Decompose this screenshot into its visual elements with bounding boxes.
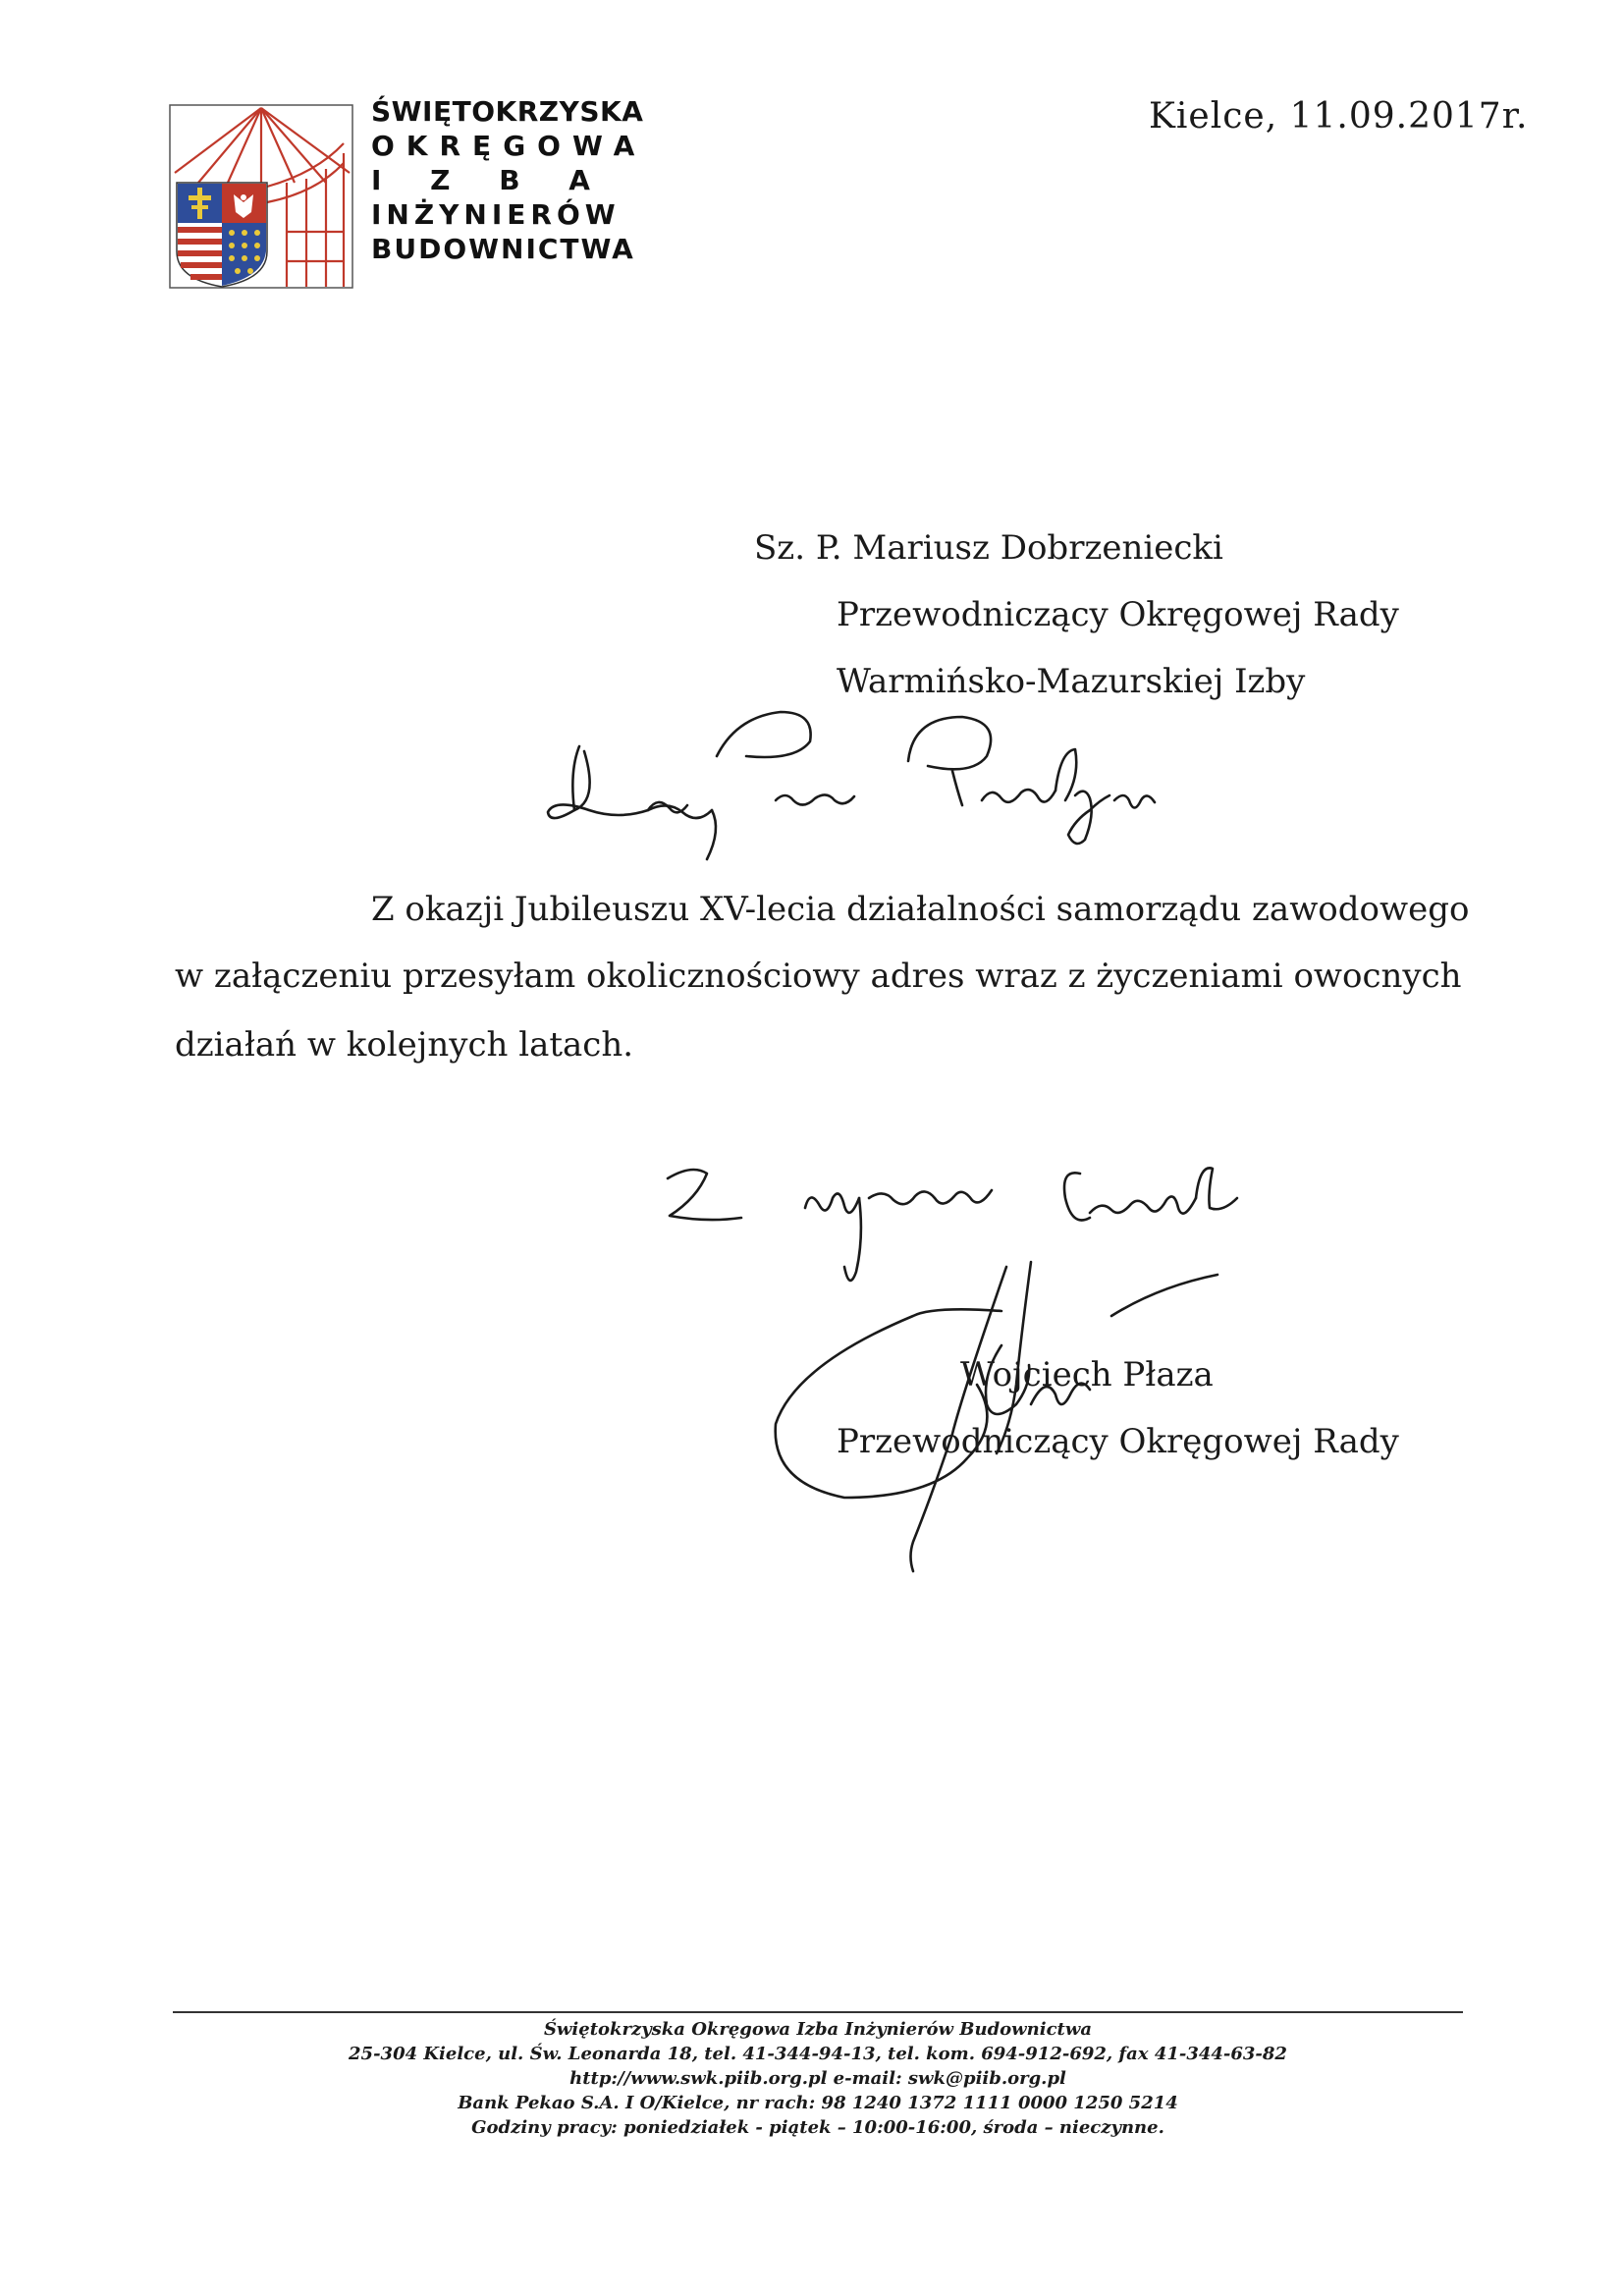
body-line: w załączeniu przesyłam okolicznościowy adres wraz z życzeniami owocnych [175,957,1462,996]
sender-name: Wojciech Płaza [960,1355,1214,1394]
letter-date: Kielce, 11.09.2017r. [1149,96,1529,137]
footer [173,2017,1463,2140]
addressee-title: Przewodniczący Okręgowej Rady [837,595,1399,634]
org-name-line: BUDOWNICTWA [371,233,635,265]
sender-title: Przewodniczący Okręgowej Rady [837,1422,1399,1461]
org-name-line: ŚWIĘTOKRZYSKA [371,95,644,128]
footer-web-email: http://www.swk.piib.org.pl e-mail: swk@piib.org.pl [569,2068,1066,2089]
footer-divider [173,2011,1463,2013]
body-line: Z okazji Jubileuszu XV-lecia działalności samorządu zawodowego [371,890,1470,929]
org-name-line: OKRĘGOWA [371,130,647,162]
footer-address: 25-304 Kielce, ul. Św. Leonarda 18, tel. 41-344-94-13, tel. kom. 694-912-692, fax 41-344-63-82 [349,2044,1287,2064]
footer-hours: Godziny pracy: poniedziałek - piątek – 10:00-16:00, środa – nieczynne. [471,2117,1164,2138]
org-name [371,94,647,266]
footer-bank: Bank Pekao S.A. I O/Kielce, nr rach: 98 1240 1372 1111 0000 1250 5214 [458,2093,1178,2113]
footer-org-name: Świętokrzyska Okręgowa Izba Inżynierów Budownictwa [543,2019,1093,2040]
org-name-line: I Z B A [371,164,590,196]
handwritten-salutation [540,702,1227,869]
addressee-name: Sz. P. Mariusz Dobrzeniecki [754,528,1223,568]
body-line: działań w kolejnych latach. [175,1025,634,1065]
signature [766,1257,1276,1581]
addressee-org: Warmińsko-Mazurskiej Izby [837,662,1306,701]
org-name-line: INŻYNIERÓW [371,198,621,231]
org-emblem-icon [169,104,353,289]
